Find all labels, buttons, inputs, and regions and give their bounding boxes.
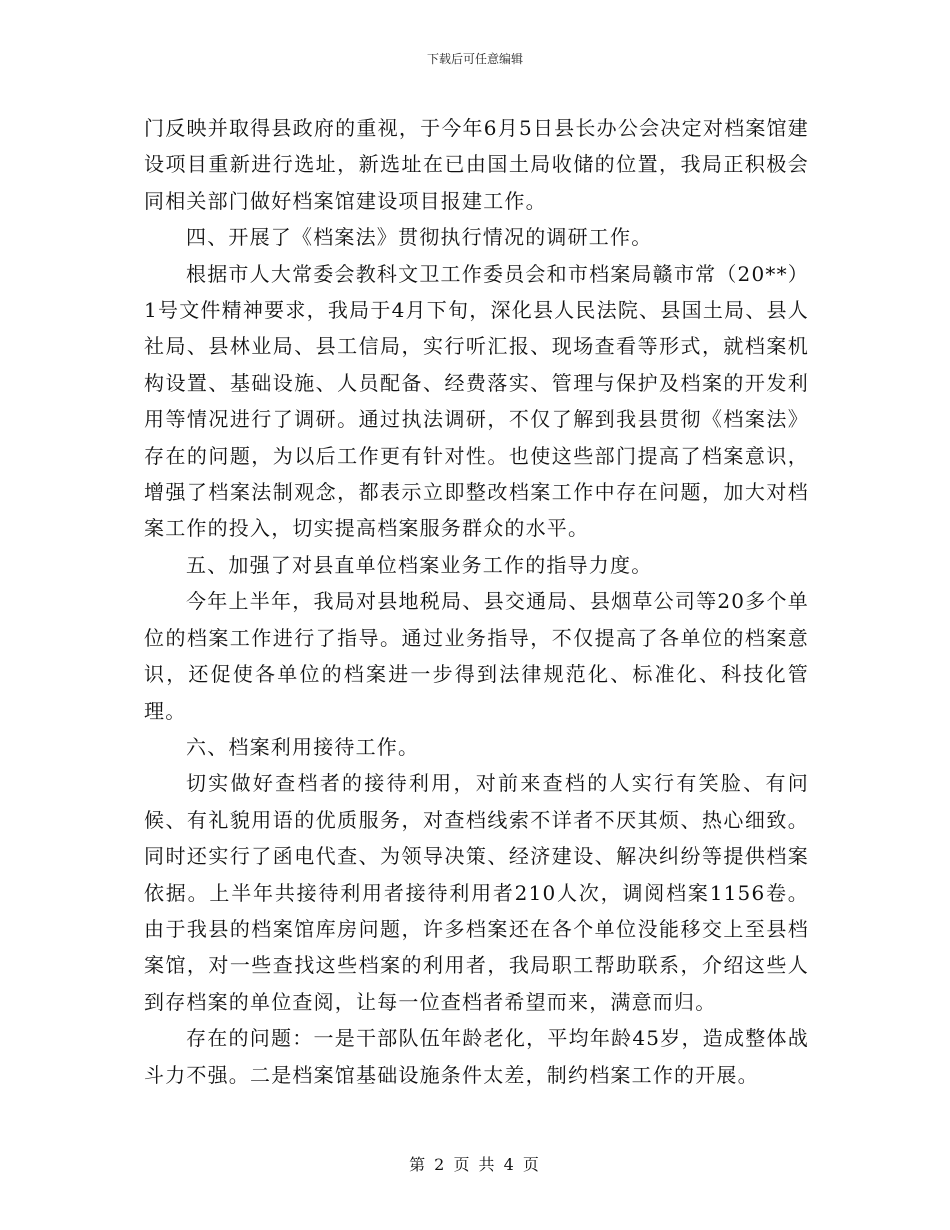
paragraph: 今年上半年，我局对县地税局、县交通局、县烟草公司等20多个单位的档案工作进行了指导。通过业务指导，不仅提高了各单位的档案意识，还促使各单位的档案进一步得到法律规范化、标准化、科技化管理。 <box>144 589 809 723</box>
paragraph: 存在的问题：一是干部队伍年龄老化，平均年龄45岁，造成整体战斗力不强。二是档案馆基础设施条件太差，制约档案工作的开展。 <box>144 1026 809 1087</box>
paragraph: 门反映并取得县政府的重视，于今年6月5日县长办公会决定对档案馆建设项目重新进行选址，新选址在已由国土局收储的位置，我局正积极会同相关部门做好档案馆建设项目报建工作。 <box>144 116 809 213</box>
paragraph: 切实做好查档者的接待利用，对前来查档的人实行有笑脸、有问候、有礼貌用语的优质服务，对查档线索不详者不厌其烦、热心细致。同时还实行了函电代查、为领导决策、经济建设、解决纠纷等提供档案依据。上半年共接待利用者接待利用者210人次，调阅档案1156卷。由于我县的档案馆库房问题，许多档案还在各个单位没能移交上至县档案馆，对一些查找这些档案的利用者，我局职工帮助联系，介绍这些人到存档案的单位查阅，让每一位查档者希望而来，满意而归。 <box>144 771 809 1014</box>
page-header: 下载后可任意编辑 <box>426 52 523 66</box>
section-heading: 四、开展了《档案法》贯彻执行情况的调研工作。 <box>186 225 653 250</box>
paragraph: 根据市人大常委会教科文卫工作委员会和市档案局赣市常（20**）1号文件精神要求，我局于4月下旬，深化县人民法院、县国土局、县人社局、县林业局、县工信局，实行听汇报、现场查看等形式，就档案机构设置、基础设施、人员配备、经费落实、管理与保护及档案的开发利用等情况进行了调研。通过执法调研，不仅了解到我县贯彻《档案法》存在的问题，为以后工作更有针对性。也使这些部门提高了档案意识，增强了档案法制观念，都表示立即整改档案工作中存在问题，加大对档案工作的投入，切实提高档案服务群众的水平。 <box>144 261 809 541</box>
section-heading: 六、档案利用接待工作。 <box>186 734 420 759</box>
section-heading: 五、加强了对县直单位档案业务工作的指导力度。 <box>186 552 653 577</box>
document-body <box>144 110 809 1093</box>
page-footer: 第 2 页 共 4 页 <box>409 1155 541 1174</box>
